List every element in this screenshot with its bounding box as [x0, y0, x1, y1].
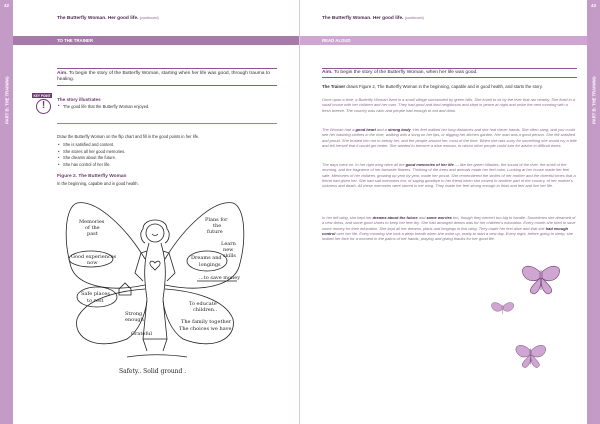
story-divider: [57, 123, 277, 124]
figure-title: Figure 2. The Butterfly Woman: [57, 174, 127, 179]
head: [146, 224, 164, 242]
right-lower-wing: [163, 289, 233, 344]
butterfly-icon: [522, 266, 559, 294]
left-running-head-title: The Butterfly Woman. Her good life.: [57, 16, 139, 21]
plans-line3: future: [207, 229, 223, 235]
right-side-label: [587, 60, 600, 140]
butterfly-icon: [491, 303, 513, 315]
para3-text-a: The days went on. In her right wing were all the: [322, 162, 405, 167]
house-icon: [119, 283, 131, 295]
learn-line2: new: [223, 247, 234, 253]
left-side-label-text: PART B: THE TRAINING: [4, 76, 9, 124]
para4-text-a: In her left wing, she kept her: [322, 215, 372, 220]
dreams-line1: Dreams and: [191, 255, 222, 261]
para4-worries: some worries: [426, 215, 452, 220]
flipchart-instruction: Draw the Butterfly Woman on the flip chart and fill in the good points in her life.: [57, 134, 200, 139]
plans-line2: the: [213, 223, 222, 229]
dreams-line2: longings: [199, 262, 221, 268]
right-page-number: 43: [590, 3, 596, 8]
list-item: • She stores all her good memories.: [57, 149, 277, 156]
para2-text-a: The Woman had a: [322, 127, 355, 132]
good-experiences-line1: Good experiences: [71, 254, 117, 260]
story-illustrates-box: [57, 97, 232, 109]
para4-text-d: too, though they weren't too big to handle. Sometimes she dreamed of a new dress, and some good shoes to keep her feet dry. She had arranged dream was for her children's education. Every month she tried to save some money for their education. She kept all her dreams, plans and longings in this wing. They made her feel alive and that she: [322, 215, 576, 231]
drawing-labels: [71, 217, 240, 375]
safe-places-line1: Safe places: [81, 291, 110, 297]
safe-places-bubble: [77, 287, 117, 307]
butterfly-woman-svg: [57, 189, 253, 387]
good-experiences-line2: now: [87, 260, 98, 266]
right-aim: [322, 68, 577, 78]
butterfly-woman-drawing: [57, 189, 253, 387]
list-item: • She dreams about the future.: [57, 155, 277, 162]
right-section-band: READ ALOUD: [300, 36, 587, 45]
para4-dreams: dreams about the future: [372, 215, 418, 220]
save-money: ...to save money: [199, 275, 241, 281]
story-heading: The story illustrates: [57, 97, 101, 102]
para2-strong-body: strong body: [387, 127, 411, 132]
dress: [143, 251, 167, 339]
left-running-head-note: (continued): [139, 16, 159, 20]
right-running-head-note: (continued): [404, 16, 424, 20]
left-aim: [57, 68, 277, 86]
ground-label: Safety.. Solid ground .: [119, 368, 187, 375]
para2-text-c: and a: [376, 127, 387, 132]
para3-good-memories: good memories of her life: [405, 162, 454, 167]
left-aim-label: Aim.: [57, 71, 68, 76]
arms: [135, 253, 175, 281]
legs: [143, 339, 167, 351]
figure-subtitle: In the beginning, capable and in good health.: [57, 181, 139, 186]
butterflies-illustration: [470, 262, 590, 412]
key-point-tag: KEY POINT: [33, 93, 51, 98]
para2-good-heart: good heart: [355, 127, 376, 132]
story-paragraph-1: Once upon a time, a Butterfly Woman lived in a small village surrounded by green hills. She loved to sit by the river that ran nearby. She lived in a small house with her children and her man. They had good and kind neighbours and slept in peace at night and woke the next morning with a fresh breeze. The country was calm and people had enough to eat and drink.: [322, 97, 575, 113]
right-side-label-text: PART B: THE TRAINING: [591, 76, 596, 124]
family-line2: The choices we have: [179, 326, 232, 332]
trainer-label: The Trainer: [322, 84, 346, 89]
right-running-head-title: The Butterfly Woman. Her good life.: [322, 16, 404, 21]
story-point: • The good life that the Butterfly Woman enjoyed.: [57, 104, 232, 109]
educate-line1: To educate: [189, 301, 217, 307]
left-side-label: [0, 60, 13, 140]
safe-places-line2: to rest: [87, 298, 104, 304]
educate-line2: children..: [193, 307, 218, 313]
good-points-list: [57, 142, 277, 168]
family-line1: The family together: [181, 319, 232, 325]
left-aim-text: To begin the story of the Butterfly Woman, starting when her life was good, through trauma to healing.: [57, 71, 270, 83]
para4-text-c: and: [418, 215, 426, 220]
left-running-head: [57, 16, 159, 21]
para4-control: had enough control: [322, 225, 569, 236]
story-paragraph-4: [322, 215, 577, 241]
trainer-text: draws Figure 2, The Butterfly Woman in the beginning, capable and in good health, and starts the story.: [346, 84, 543, 89]
memories-line2: of the: [85, 225, 100, 231]
story-paragraph-3: [322, 162, 577, 188]
strong-line2: enough: [125, 317, 144, 323]
learn-line1: Learn: [221, 241, 236, 247]
dreams-bubble: [187, 251, 227, 271]
para4-text-e: over her life. Every morning she took a deep breath when she woke up, ready to start a new day. Every night, before going to sleep, she looked her face for a moment in the palms of her hands, praying and giving thanks for her good life.: [322, 230, 573, 242]
grateful: Grateful: [131, 331, 153, 337]
plans-line1: Plans for: [205, 217, 228, 223]
left-page-number: 42: [3, 3, 9, 8]
story-paragraph-2: [322, 127, 577, 148]
neck-shoulders: [141, 243, 169, 253]
left-section-band: TO THE TRAINER: [13, 36, 299, 45]
trainer-instruction: [322, 84, 577, 90]
memories-line3: past: [87, 231, 98, 237]
left-upper-wing: [66, 203, 145, 288]
right-running-head: [322, 16, 424, 21]
memories-line1: Memories: [79, 219, 105, 225]
list-item: • She has control of her life.: [57, 162, 277, 169]
hair: [141, 220, 169, 243]
para3-text-c: — like the green hillsides, the sound of the river, the smell of the morning, and the fragrance of her favourite flowers. Thinking of the trees and animals made her feel calm. Looking at her house made her feel safe. Memories of her children, growing up year by year, made her proud. She remembered the smiles of her mother and the cheerful times that a friend had given her. She had sad memories too, of saying goodbye to her friend when she moved to another part of the country, of her mother's sickness and death. All these memories were stored in her wing. They made her feel strong enough to think and feel and live her life.: [322, 162, 576, 189]
exclamation-icon: !: [41, 100, 46, 111]
heart-icon: [150, 261, 160, 270]
right-aim-text: To begin the story of the Butterfly Woman, when her life was good.: [333, 70, 478, 75]
right-page: [300, 0, 600, 424]
smile: [152, 234, 158, 236]
strong-line1: Strong: [125, 311, 143, 317]
list-item: • She is satisfied and content.: [57, 142, 277, 149]
ground-line: [127, 355, 187, 357]
right-aim-label: Aim.: [322, 70, 333, 75]
butterfly-icon: [516, 345, 546, 367]
para2-text-d: . Her feet walked her long distances and she had clever hands. She often sang, and you could see her washing clothes in the river, walking with a song on her lips, or digging her kitchen garden. Her man was a good person. She felt satisfied and proud. She trusted him not to betray her, and the people around her, most of the time. When she was sorry for something she would cry a little and tell herself that it would get better. She wanted to become a wise woman, to whom other people could turn for advice in difficult times.: [322, 127, 577, 148]
learn-line3: skills: [223, 253, 236, 259]
